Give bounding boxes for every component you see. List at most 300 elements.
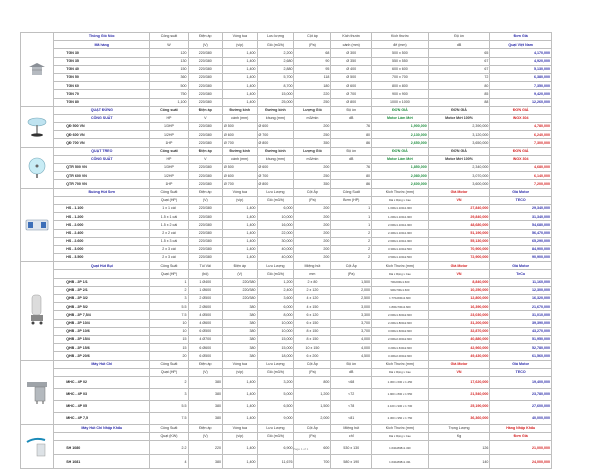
hanging-fan-image (21, 147, 54, 188)
cell-value: 15 (150, 335, 188, 343)
column-header: Vòng tua (223, 424, 257, 432)
cell-value: 1.5 x 2 cái (150, 221, 188, 229)
table-row (21, 131, 552, 139)
column-header: Miệng hút (331, 424, 372, 432)
section-subtitle (54, 196, 150, 204)
column-unit: HP (150, 114, 188, 122)
cell-value: 1,400 (223, 49, 257, 57)
column-header: Điện áp (188, 106, 222, 114)
cell-value: 3,600 (257, 295, 294, 303)
qhb-header-row (21, 262, 552, 270)
cell-value: 67 (428, 57, 490, 65)
column-unit: (v/p) (223, 368, 257, 376)
table-row (21, 172, 552, 180)
cell-value: 5,130,000 (490, 65, 552, 73)
column-unit: cánh (mm) (223, 114, 257, 122)
cell-value: 200 (294, 221, 331, 229)
column-header: Điện áp (188, 147, 222, 155)
cell-value: 2.000x1.100x1.900 (372, 221, 429, 229)
cell-value: 1/2HP (150, 172, 188, 180)
column-header: Độ ồn (428, 33, 490, 41)
table-row (21, 388, 552, 400)
column-header: Trọng Lượng (428, 424, 490, 432)
cell-value: 11,676 (257, 455, 294, 469)
column-unit: V (188, 155, 222, 163)
cell-value: 3,000 (331, 303, 372, 311)
cell-value: 200 (294, 204, 331, 212)
column-header: ĐƠN GIÁ (372, 106, 429, 114)
cell-value: 36,360,000 (428, 412, 490, 424)
column-header: Kích Thước (mm) (372, 424, 429, 432)
cell-value: 580 x 190 (331, 455, 372, 469)
column-unit: (V) (223, 270, 257, 278)
product-code: TGN 40 (54, 65, 150, 73)
cell-value: 380 (223, 327, 257, 335)
cell-value: 2,000 (331, 286, 372, 294)
cell-value: 80 (428, 82, 490, 90)
cell-value: 140 (428, 455, 490, 469)
table-row (21, 204, 552, 212)
cell-value: 4,000 (331, 335, 372, 343)
cell-value: 1,400 (223, 221, 257, 229)
column-unit: mm (294, 270, 331, 278)
column-header: Kích Thước (mm) (372, 360, 429, 368)
imported-thread-machine-image (21, 424, 54, 468)
cell-value: 250 (294, 131, 331, 139)
page-footer: Page 1 of 1 (293, 447, 309, 451)
cell-value: 25,000 (257, 98, 294, 106)
cell-value: Ø 700 (331, 90, 372, 98)
column-unit: chỉ (331, 433, 372, 441)
cell-value: 2 (331, 237, 372, 245)
cell-value: 3,700 (331, 319, 372, 327)
column-header: Điện áp (223, 262, 257, 270)
cell-value: 220/380 (188, 57, 222, 65)
column-header: Lưu Lượng (257, 188, 294, 196)
column-header: ĐƠN GIÁ (490, 147, 552, 155)
cell-value: Ø 700 (223, 180, 257, 188)
column-unit: Dài x Rộng x Cao (372, 196, 429, 204)
cell-value: 9,420,000 (490, 90, 552, 98)
cell-value: 200 (294, 237, 331, 245)
cell-value: 220/380 (188, 65, 222, 73)
cell-value: 15,000 (257, 344, 294, 352)
column-header: Đơn Giá (490, 33, 552, 41)
product-code: QHB - 2P 15/4 (54, 335, 150, 343)
cell-value: Ø 500 (223, 123, 257, 131)
cell-value: 39,390,000 (490, 319, 552, 327)
cell-value: 700x600x1.600 (372, 278, 429, 286)
product-code: TGN 80 (54, 98, 150, 106)
product-code: TGN 60 (54, 82, 150, 90)
cell-value: 12,260,000 (490, 98, 552, 106)
cell-value: 56,470,000 (490, 229, 552, 237)
cell-value: 52,780,000 (490, 344, 552, 352)
cell-value: 220/380 (188, 221, 222, 229)
table-row (21, 82, 552, 90)
cell-value: 6 x 200 (294, 352, 331, 360)
cell-value: 4,170,000 (490, 49, 552, 57)
column-header: Vòng tua (223, 33, 257, 41)
column-header: Miệng hút (294, 262, 331, 270)
table-row (21, 412, 552, 424)
table-row (21, 278, 552, 286)
cell-value: 6 Ø500 (188, 327, 222, 335)
cell-value: 2,880 (257, 65, 294, 73)
cell-value: 6,140,000 (490, 172, 552, 180)
cell-value: 1,400 (223, 90, 257, 98)
product-code: QHB - 2P 2/1 (54, 286, 150, 294)
cell-value: 2.100 x 900 x 1.700 (372, 400, 429, 412)
cell-value: 220/380 (188, 131, 222, 139)
column-unit: (bộ) (188, 270, 222, 278)
cell-value: 10,000 (257, 213, 294, 221)
product-code: MHC - 4P 7,5 (54, 412, 150, 424)
cell-value: 1 (150, 278, 188, 286)
cell-value: 220 (294, 90, 331, 98)
cell-value: 2.200x1.800x2.600 (372, 319, 429, 327)
cell-value: 1.640x808x1.430 (372, 441, 429, 455)
mhc-subheader-row (21, 368, 552, 376)
cell-value: 380 (223, 352, 257, 360)
column-unit: INOX 304 (490, 114, 552, 122)
cell-value: 2.400x1.100x1.900 (372, 229, 429, 237)
cell-value: 4 Ø600 (188, 319, 222, 327)
cell-value: 49,430,000 (428, 352, 490, 360)
cell-value: 220/380 (223, 278, 257, 286)
qd-header-row (21, 106, 552, 114)
table-row (21, 65, 552, 73)
column-unit: dB (331, 114, 372, 122)
cell-value: <81 (331, 412, 372, 424)
cell-value: 20 (150, 352, 188, 360)
cell-value: 25,190,000 (428, 400, 490, 412)
table-row (21, 376, 552, 388)
cell-value: 1,400 (223, 245, 257, 253)
cell-value: 550 x 550 (372, 57, 429, 65)
cell-value: 4,780,000 (490, 123, 552, 131)
column-unit: Bơm (HP) (331, 196, 372, 204)
column-header: Độ ồn (331, 360, 372, 368)
cell-value: 3,650,000 (428, 139, 490, 147)
cell-value: 72,900,000 (428, 254, 490, 262)
product-code: HS - 3.000 (54, 245, 150, 253)
column-header: Cột Áp (294, 424, 331, 432)
section-subtitle: Mã hàng (54, 41, 150, 49)
cell-value: 700 (294, 455, 331, 469)
column-unit: (V) (188, 368, 222, 376)
cell-value: 4 x 150 (294, 303, 331, 311)
cell-value: 220/380 (188, 204, 222, 212)
column-unit: (Pa) (294, 433, 331, 441)
cell-value: 2 (150, 376, 188, 388)
cell-value: 21,540,000 (428, 388, 490, 400)
cell-value: 80 (331, 172, 372, 180)
column-header: Kích Thước (mm) (372, 262, 429, 270)
cell-value: Ø 400 (331, 65, 372, 73)
cell-value: 11,160,000 (490, 278, 552, 286)
cell-value: 200 (294, 213, 331, 221)
cell-value: 9,000 (257, 412, 294, 424)
cell-value: 80 (331, 131, 372, 139)
table-row (21, 327, 552, 335)
cell-value: 1 (331, 221, 372, 229)
column-header: Công suất (150, 106, 188, 114)
cell-value: 350 (294, 180, 331, 188)
product-code: QHB - 2P 1/1 (54, 278, 150, 286)
cell-value: 220/380 (188, 73, 222, 81)
cell-value: 2.2 (150, 441, 188, 455)
column-header: Điện áp (188, 424, 222, 432)
cell-value: Ø 300 (331, 49, 372, 57)
column-unit: VN (428, 196, 490, 204)
cell-value: 1,500 (331, 278, 372, 286)
cell-value: 220/380 (188, 90, 222, 98)
cell-value: 2,340,000 (428, 164, 490, 172)
cell-value: 30,000 (257, 237, 294, 245)
cell-value: 220/380 (188, 164, 222, 172)
column-unit: Kg (428, 433, 490, 441)
table-row (21, 441, 552, 455)
cell-value: Ø 700 (223, 139, 257, 147)
cell-value: 70,900,000 (428, 245, 490, 253)
cell-value: 2 (150, 286, 188, 294)
cell-value: 118 (294, 73, 331, 81)
column-unit: Motor Mới 100% (428, 114, 490, 122)
column-header: Giá Motor (428, 262, 490, 270)
standing-fan-image (21, 106, 54, 147)
column-unit: V (188, 114, 222, 122)
cell-value: 6 Ø600 (188, 344, 222, 352)
cell-value: 7,300,000 (490, 139, 552, 147)
tgn-subheader-row (21, 41, 552, 49)
cell-value: 68 (294, 49, 331, 57)
cell-value: <68 (331, 376, 372, 388)
cell-value: 6,240,000 (490, 131, 552, 139)
cell-value: 4,680,000 (490, 164, 552, 172)
column-unit: Motor Mới 100% (428, 155, 490, 163)
cell-value: 1HP (150, 139, 188, 147)
column-unit: TECO (490, 196, 552, 204)
cell-value: 10 x 150 (294, 344, 331, 352)
cell-value: 16,000 (257, 221, 294, 229)
cell-value: 6,500 (257, 400, 294, 412)
product-code: SH 1081 (54, 455, 150, 469)
cell-value: 1 Ø600 (188, 286, 222, 294)
cell-value: 1/3HP (150, 123, 188, 131)
column-unit: VN (428, 270, 490, 278)
table-row (21, 319, 552, 327)
cell-value: 2 x 80 (294, 278, 331, 286)
cell-value: 530 x 130 (331, 441, 372, 455)
product-code: HS - 1.100 (54, 204, 150, 212)
column-unit: (Pa) (294, 196, 331, 204)
cell-value: 2 Ø600 (188, 303, 222, 311)
cell-value: 1,400 (223, 455, 257, 469)
table-row (21, 335, 552, 343)
section-title: QUẠT TREO (54, 147, 150, 155)
table-row (21, 139, 552, 147)
cell-value: 220/380 (188, 254, 222, 262)
column-unit: Dài x Rộng x Cao (372, 270, 429, 278)
table-row (21, 455, 552, 469)
column-unit: (Pa) (331, 270, 372, 278)
thread-suction-machine-image (21, 360, 54, 424)
product-code: MHC - 4P 03 (54, 388, 150, 400)
cell-value: 86 (331, 180, 372, 188)
cell-value: 350 (294, 139, 331, 147)
cell-value: 220/380 (188, 82, 222, 90)
table-row (21, 352, 552, 360)
column-header: Cột Áp (294, 360, 331, 368)
cell-value: Ø 700 (257, 172, 294, 180)
column-header: Kích Thước (mm) (372, 188, 429, 196)
cell-value: 29,340,000 (490, 204, 552, 212)
table-row (21, 254, 552, 262)
cell-value: 220/380 (188, 213, 222, 221)
price-list-table (20, 32, 552, 469)
column-unit: dB (428, 41, 490, 49)
cell-value: 220 (188, 441, 222, 455)
cell-value: 700 x 700 (372, 73, 429, 81)
column-unit: (V) (188, 196, 222, 204)
column-unit: VN (428, 368, 490, 376)
cell-value: 90 (294, 57, 331, 65)
cell-value: 380 (223, 344, 257, 352)
cell-value: 4 (150, 455, 188, 469)
cell-value: 600 (294, 441, 331, 455)
column-header: Giá Motor (490, 188, 552, 196)
column-header: Đường kính (257, 106, 294, 114)
cell-value: 2,390,000 (428, 123, 490, 131)
cell-value: Ø 600 (223, 172, 257, 180)
column-unit: Đơn Giá (490, 433, 552, 441)
cell-value: 1,400 (223, 57, 257, 65)
cell-value: 1/2HP (150, 131, 188, 139)
cell-value: 85 (428, 90, 490, 98)
cell-value: Ø 800 (257, 139, 294, 147)
table-row (21, 49, 552, 57)
column-unit: Motor Làm Mới (372, 114, 429, 122)
qtr-subheader-row (21, 155, 552, 163)
section-subtitle: CÔNG SUẤT (54, 114, 150, 122)
cell-value: 10 (150, 319, 188, 327)
product-code: TGN 30 (54, 49, 150, 57)
column-header: Điện áp (188, 33, 222, 41)
cell-value: 2 x 2 cái (150, 229, 188, 237)
cell-value: 500 (150, 82, 188, 90)
column-unit: Quạt (KW) (150, 433, 188, 441)
product-code: QHB - 2P 15/6 (54, 344, 150, 352)
cell-value: 15,000 (257, 335, 294, 343)
cell-value: 120 (150, 49, 188, 57)
cell-value: 15,000 (257, 90, 294, 98)
cell-value: 10,250,000 (428, 286, 490, 294)
qtr-header-row (21, 147, 552, 155)
cell-value: 21,000,000 (490, 441, 552, 455)
column-unit: Motor Làm Mới (372, 155, 429, 163)
column-unit: TeCo (490, 270, 552, 278)
cell-value: 3,700 (331, 327, 372, 335)
cell-value: 6 x 150 (294, 319, 331, 327)
column-unit: W (150, 41, 188, 49)
cell-value: 15 (150, 344, 188, 352)
cell-value: 1,400 (223, 213, 257, 221)
cell-value: 7,200,000 (490, 180, 552, 188)
cell-value: 10 (150, 327, 188, 335)
cell-value: 65,290,000 (490, 237, 552, 245)
cell-value: 220/380 (188, 237, 222, 245)
mhc-header-row (21, 360, 552, 368)
sh-header-row (21, 424, 552, 432)
cell-value: 180 (294, 82, 331, 90)
cell-value: 1,400 (223, 73, 257, 81)
cell-value: 5.5 (150, 400, 188, 412)
section-title: Máy Hút Chỉ (54, 360, 150, 368)
roof-ventilator-image (21, 33, 54, 107)
column-header: ĐƠN GIÁ (428, 147, 490, 155)
column-header: Công suất (150, 33, 188, 41)
cell-value: Ø 600 (331, 82, 372, 90)
cell-value: 1,400 (223, 237, 257, 245)
cell-value: 10,000 (257, 327, 294, 335)
cell-value: 76 (331, 164, 372, 172)
cell-value: 40,000 (257, 245, 294, 253)
cell-value: 43,270,000 (490, 327, 552, 335)
cell-value: 250 (294, 172, 331, 180)
cell-value: 5,000 (257, 388, 294, 400)
cell-value: 220/380 (188, 98, 222, 106)
column-header: Lưu lượng (257, 33, 294, 41)
cell-value: 1HP (150, 180, 188, 188)
sh-subheader-row (21, 433, 552, 441)
cell-value: 220/380 (188, 123, 222, 131)
cell-value: 5.5 (150, 303, 188, 311)
cell-value: 1/3HP (150, 164, 188, 172)
hs-header-row (21, 188, 552, 196)
column-header: Đường kính (223, 147, 257, 155)
cell-value: Ø 350 (331, 57, 372, 65)
cell-value: 84,900,000 (490, 245, 552, 253)
cell-value: 600 x 600 (372, 65, 429, 73)
cell-value: 6,380,000 (490, 73, 552, 81)
column-unit: cánh (mm) (331, 41, 372, 49)
table-row (21, 213, 552, 221)
cell-value: 800 x 800 (372, 82, 429, 90)
cell-value: 10,000 (257, 319, 294, 327)
cell-value: 1,200 (257, 278, 294, 286)
cell-value: 3,600,000 (428, 180, 490, 188)
column-unit: (Pa) (294, 368, 331, 376)
column-header: Kích thước (372, 33, 429, 41)
cell-value: 380 (223, 335, 257, 343)
column-header: Lưu Lượng (257, 424, 294, 432)
column-header: Túi Vải (188, 262, 222, 270)
cell-value: 900 x 900 (372, 90, 429, 98)
cell-value: 2 x 3 cái (150, 254, 188, 262)
cell-value: 31,340,000 (490, 213, 552, 221)
column-header: Giá Motor (428, 360, 490, 368)
column-unit: Gió (m3/h) (257, 433, 294, 441)
cell-value: 1.200x1.100x1.900 (372, 213, 429, 221)
table-row (21, 237, 552, 245)
paint-booth-image (21, 188, 54, 262)
product-code: HS - 2.400 (54, 229, 150, 237)
column-header: Lưu Lượng (257, 360, 294, 368)
cell-value: 380 (188, 455, 222, 469)
product-code: QĐ 700 VN (54, 139, 150, 147)
cell-value: Ø 500 (223, 164, 257, 172)
